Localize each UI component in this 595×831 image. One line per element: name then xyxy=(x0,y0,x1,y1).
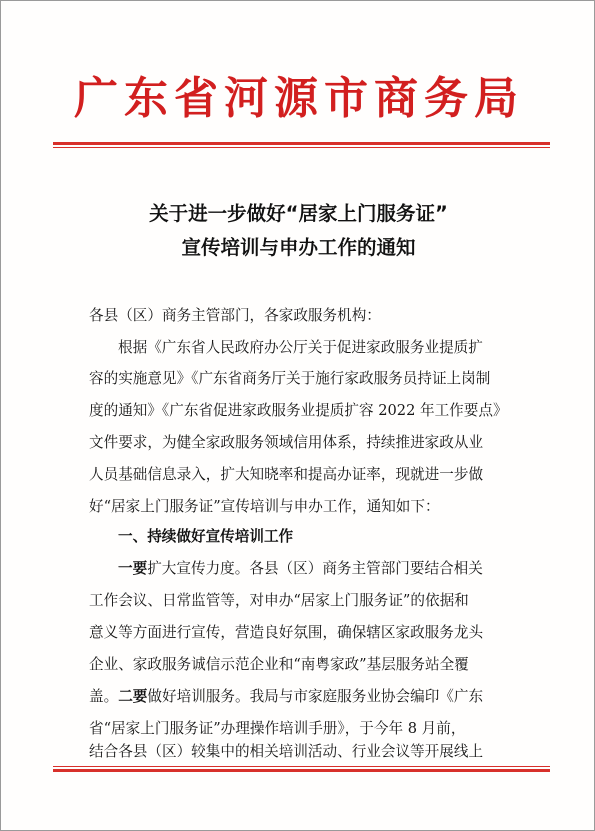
footer-rule-thick xyxy=(53,769,550,772)
body-line: 文件要求，为健全家政服务领域信用体系，持续推进家政从业 xyxy=(89,434,484,451)
masthead-rule-thick xyxy=(53,142,550,145)
notice-title-line-2: 宣传培训与申办工作的通知 xyxy=(181,236,416,259)
body-line: 根据《广东省人民政府办公厅关于促进家政服务业提质扩 xyxy=(118,339,483,356)
salutation: 各县（区）商务主管部门，各家政服务机构： xyxy=(89,307,381,324)
body-line: 好“居家上门服务证”宣传培训与申办工作，通知如下： xyxy=(89,498,440,515)
masthead-title: 广东省河源市商务局 xyxy=(74,73,524,124)
body-line xyxy=(89,685,483,706)
notice-title-line-1: 关于进一步做好“居家上门服务证” xyxy=(149,202,448,225)
body-text: 扩大宣传力度。各县（区）商务主管部门要结合相关 xyxy=(147,560,483,577)
emphasis-first: 一要 xyxy=(118,560,148,577)
body-line: 容的实施意见》《广东省商务厅关于施行家政服务员持证上岗制 xyxy=(89,370,491,387)
body-line: 工作会议、日常监管等，对申办“居家上门服务证”的依据和 xyxy=(89,592,469,609)
footer-rule-thin xyxy=(53,766,550,767)
body-line: 度的通知》《广东省促进家政服务业提质扩容 2022 年工作要点》 xyxy=(89,402,508,419)
body-line: 省“居家上门服务证”办理操作培训手册》，于今年 8 月前， xyxy=(89,720,466,737)
body-text: 盖。 xyxy=(89,688,119,705)
emphasis-second: 二要 xyxy=(118,688,148,705)
body-line: 人员基础信息录入，扩大知晓率和提高办证率，现就进一步做 xyxy=(89,466,484,483)
body-line: 意义等方面进行宣传，营造良好氛围，确保辖区家政服务龙头 xyxy=(89,624,484,641)
body-text: 做好培训服务。我局与市家庭服务业协会编印《广东 xyxy=(147,688,484,705)
body-line: 企业、家政服务诚信示范企业和“南粤家政”基层服务站全覆 xyxy=(89,656,469,673)
masthead-rule-thin xyxy=(53,147,550,148)
body-line xyxy=(118,557,483,578)
body-line: 结合各县（区）较集中的相关培训活动、行业会议等开展线上 xyxy=(89,743,484,760)
section-heading-1: 一、持续做好宣传培训工作 xyxy=(118,528,294,545)
